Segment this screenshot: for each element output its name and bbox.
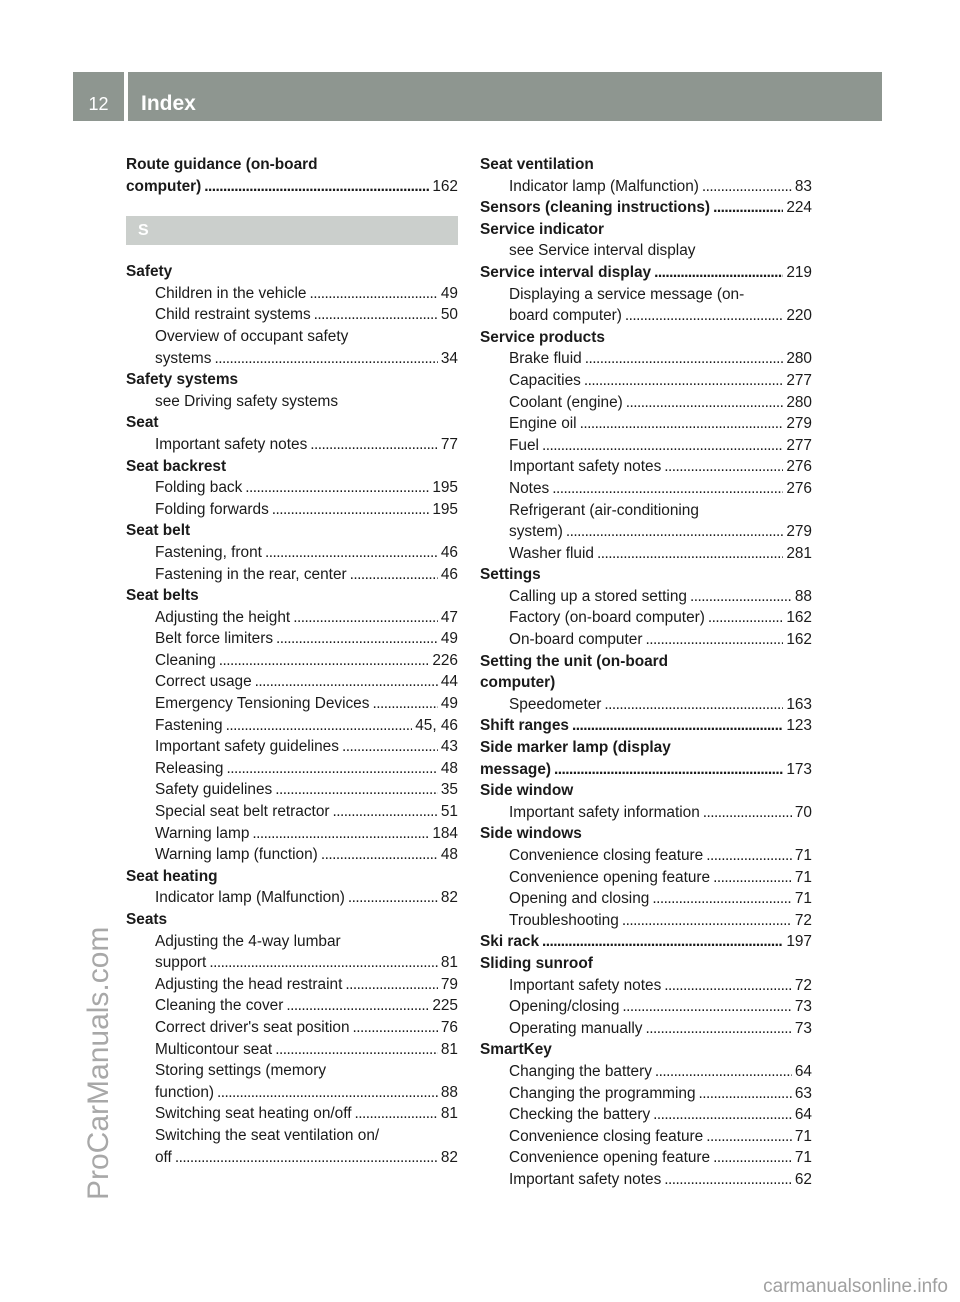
dot-leader xyxy=(226,715,413,737)
entry-label: Special seat belt retractor xyxy=(155,803,330,821)
index-subentry xyxy=(480,176,812,198)
dot-leader xyxy=(654,262,783,284)
entry-page-number: 76 xyxy=(440,1018,458,1036)
index-subentry xyxy=(126,499,458,521)
index-heading: Settings xyxy=(480,566,541,584)
entry-label: system) xyxy=(509,523,563,541)
index-subentry xyxy=(480,1126,812,1148)
index-subentry xyxy=(126,823,458,845)
index-subentry xyxy=(480,845,812,867)
entry-label: Notes xyxy=(509,479,550,497)
dot-leader xyxy=(542,435,783,457)
entry-label: Fastening in the rear, center xyxy=(155,565,347,583)
dot-leader xyxy=(275,1039,438,1061)
dot-leader xyxy=(699,1083,792,1105)
entry-label: Warning lamp (function) xyxy=(155,846,318,864)
index-subentry xyxy=(126,736,458,758)
index-subentry xyxy=(126,995,458,1017)
index-subentry xyxy=(126,434,458,456)
dot-leader xyxy=(622,910,792,932)
entry-label: Checking the battery xyxy=(509,1106,651,1124)
page-header xyxy=(73,72,882,121)
entry-page-number: 280 xyxy=(786,393,812,411)
entry-label: Opening and closing xyxy=(509,890,650,908)
index-subentry xyxy=(480,607,812,629)
dot-leader xyxy=(372,693,437,715)
index-heading: SmartKey xyxy=(480,1041,552,1059)
entry-label: Changing the battery xyxy=(509,1062,652,1080)
index-heading: Service indicator xyxy=(480,220,605,238)
index-heading-entry xyxy=(480,197,812,219)
entry-page-number: 71 xyxy=(794,890,812,908)
dot-leader xyxy=(265,542,438,564)
index-heading: Seat ventilation xyxy=(480,156,594,173)
index-heading: Seat xyxy=(126,414,159,432)
dot-leader xyxy=(214,348,437,370)
index-subentry xyxy=(126,1103,458,1125)
entry-label: Troubleshooting xyxy=(509,911,619,929)
dot-leader xyxy=(690,586,792,608)
index-subentry xyxy=(126,650,458,672)
entry-label: On-board computer xyxy=(509,631,643,649)
entry-page-number: 219 xyxy=(786,263,812,281)
entry-page-number: 280 xyxy=(786,350,812,368)
index-heading: Side windows xyxy=(480,825,582,843)
entry-label: Switching seat heating on/off xyxy=(155,1105,352,1123)
entry-label: Important safety notes xyxy=(509,458,662,476)
entry-label: computer) xyxy=(126,177,202,195)
entry-page-number: 88 xyxy=(794,587,812,605)
entry-page-number: 279 xyxy=(786,523,812,541)
index-heading: computer) xyxy=(480,674,556,692)
index-subentry xyxy=(126,671,458,693)
entry-page-number: 72 xyxy=(794,976,812,994)
entry-label: Operating manually xyxy=(509,1019,643,1037)
entry-label: Correct driver's seat position xyxy=(155,1018,350,1036)
index-subentry xyxy=(480,543,812,565)
header-divider xyxy=(124,72,128,121)
index-subentry xyxy=(480,1018,812,1040)
entry-label: Factory (on-board computer) xyxy=(509,609,705,627)
index-heading: Safety systems xyxy=(126,371,239,389)
entry-label: function) xyxy=(155,1083,215,1101)
index-heading-entry xyxy=(480,262,812,284)
entry-label: board computer) xyxy=(509,307,622,325)
entry-page-number: 123 xyxy=(786,717,812,735)
footer-watermark: carmanualsonline.info xyxy=(763,1276,948,1297)
index-subentry xyxy=(480,435,812,457)
entry-label: Service interval display xyxy=(480,263,652,281)
index-subentry xyxy=(126,607,458,629)
index-subentry xyxy=(126,1147,458,1169)
index-subentry xyxy=(480,629,812,651)
entry-page-number: 88 xyxy=(440,1083,458,1101)
index-group-right xyxy=(480,154,812,1191)
entry-page-number: 34 xyxy=(440,349,458,367)
entry-page-number: 81 xyxy=(440,1105,458,1123)
index-heading: Seat belts xyxy=(126,587,199,605)
index-subentry xyxy=(480,1083,812,1105)
dot-leader xyxy=(604,694,783,716)
entry-page-number: 163 xyxy=(786,695,812,713)
side-watermark: ProCarManuals.com xyxy=(82,926,115,1200)
dot-leader xyxy=(219,650,430,672)
index-subentry xyxy=(480,694,812,716)
page-number: 12 xyxy=(88,94,109,114)
dot-leader xyxy=(252,823,429,845)
dot-leader xyxy=(597,543,783,565)
dot-leader xyxy=(353,1017,438,1039)
entry-page-number: 277 xyxy=(786,371,812,389)
index-subentry xyxy=(126,801,458,823)
entry-page-number: 79 xyxy=(440,975,458,993)
entry-page-number: 49 xyxy=(440,284,458,302)
dot-leader xyxy=(314,304,438,326)
dot-leader xyxy=(255,671,438,693)
index-subentry xyxy=(480,910,812,932)
entry-page-number: 46 xyxy=(440,543,458,561)
entry-page-number: 71 xyxy=(794,868,812,886)
dot-leader xyxy=(645,629,783,651)
index-subentry xyxy=(126,564,458,586)
entry-label: Convenience opening feature xyxy=(509,1149,711,1167)
index-subentry xyxy=(480,413,812,435)
entry-page-number: 281 xyxy=(786,544,812,562)
entry-label: Indicator lamp (Malfunction) xyxy=(509,177,699,195)
dot-leader xyxy=(552,478,783,500)
entry-page-number: 224 xyxy=(786,199,812,217)
entry-page-number: 44 xyxy=(440,673,458,691)
index-subentry xyxy=(126,1017,458,1039)
dot-leader xyxy=(664,1169,792,1191)
index-subentry-text: Storing settings (memory xyxy=(155,1062,327,1080)
entry-label: Folding forwards xyxy=(155,500,269,518)
entry-label: Sensors (cleaning instructions) xyxy=(480,199,711,217)
index-subentry xyxy=(126,283,458,305)
entry-label: Multicontour seat xyxy=(155,1040,273,1058)
index-column-right xyxy=(480,154,812,1191)
index-heading: Seat belt xyxy=(126,522,191,540)
dot-leader xyxy=(580,413,784,435)
entry-label: Cleaning the cover xyxy=(155,997,284,1015)
entry-page-number: 64 xyxy=(794,1062,812,1080)
entry-label: Important safety notes xyxy=(509,1170,662,1188)
entry-page-number: 71 xyxy=(794,1149,812,1167)
entry-page-number: 197 xyxy=(786,933,812,951)
entry-page-number: 72 xyxy=(794,911,812,929)
entry-label: Fuel xyxy=(509,436,539,454)
entry-label: Brake fluid xyxy=(509,350,582,368)
entry-page-number: 63 xyxy=(794,1084,812,1102)
entry-page-number: 276 xyxy=(786,479,812,497)
dot-leader xyxy=(645,1018,791,1040)
entry-page-number: 47 xyxy=(440,608,458,626)
entry-label: Important safety notes xyxy=(155,435,308,453)
dot-leader xyxy=(706,845,792,867)
entry-label: Children in the vehicle xyxy=(155,284,307,302)
dot-leader xyxy=(655,1061,792,1083)
entry-label: Coolant (engine) xyxy=(509,393,623,411)
index-heading: Seats xyxy=(126,911,168,928)
dot-leader xyxy=(342,736,438,758)
entry-label: Emergency Tensioning Devices xyxy=(155,695,370,713)
dot-leader xyxy=(309,283,437,305)
index-subentry xyxy=(480,975,812,997)
entry-page-number: 49 xyxy=(440,695,458,713)
entry-label: Indicator lamp (Malfunction) xyxy=(155,889,345,907)
dot-leader xyxy=(713,197,783,219)
index-subentry xyxy=(480,802,812,824)
entry-page-number: 195 xyxy=(432,500,458,518)
dot-leader xyxy=(652,888,792,910)
entry-page-number: 48 xyxy=(440,846,458,864)
entry-label: Adjusting the height xyxy=(155,608,291,626)
entry-page-number: 49 xyxy=(440,630,458,648)
dot-leader xyxy=(276,628,438,650)
index-subentry xyxy=(480,1061,812,1083)
entry-label: Adjusting the head restraint xyxy=(155,975,343,993)
entry-label: Belt force limiters xyxy=(155,630,274,648)
dot-leader xyxy=(355,1103,438,1125)
entry-page-number: 77 xyxy=(440,435,458,453)
dot-leader xyxy=(333,801,438,823)
dot-leader xyxy=(217,1082,438,1104)
entry-page-number: 70 xyxy=(794,803,812,821)
index-subentry-text: Displaying a service message (on- xyxy=(509,285,745,303)
entry-label: Convenience opening feature xyxy=(509,868,711,886)
entry-page-number: 43 xyxy=(440,738,458,756)
index-subentry-text: Refrigerant (air-conditioning xyxy=(509,501,699,519)
index-subentry-text: Adjusting the 4-way lumbar xyxy=(155,932,341,950)
index-subentry xyxy=(480,348,812,370)
dot-leader xyxy=(566,521,783,543)
entry-page-number: 50 xyxy=(440,306,458,324)
entry-label: Folding back xyxy=(155,479,243,497)
dot-leader xyxy=(226,758,437,780)
index-subentry xyxy=(126,758,458,780)
entry-page-number: 35 xyxy=(440,781,458,799)
index-subentry xyxy=(480,996,812,1018)
entry-label: Engine oil xyxy=(509,415,577,433)
index-heading: Service products xyxy=(480,328,605,346)
entry-page-number: 277 xyxy=(786,436,812,454)
dot-leader xyxy=(175,1147,438,1169)
entry-label: Capacities xyxy=(509,371,581,389)
entry-label: Warning lamp xyxy=(155,824,250,842)
entry-page-number: 226 xyxy=(432,651,458,669)
index-subentry xyxy=(126,693,458,715)
index-subentry-text: Switching the seat ventilation on/ xyxy=(155,1126,380,1144)
index-subentry xyxy=(126,974,458,996)
dot-leader xyxy=(293,607,438,629)
index-subentry xyxy=(126,348,458,370)
entry-label: Ski rack xyxy=(480,933,540,951)
entry-page-number: 83 xyxy=(794,177,812,195)
entry-page-number: 81 xyxy=(440,954,458,972)
entry-label: Convenience closing feature xyxy=(509,847,704,864)
entry-label: Releasing xyxy=(155,759,224,777)
entry-page-number: 62 xyxy=(794,1170,812,1188)
index-subentry xyxy=(480,456,812,478)
entry-page-number: 173 xyxy=(786,760,812,778)
entry-label: Safety guidelines xyxy=(155,781,273,799)
dot-leader xyxy=(348,887,438,909)
entry-page-number: 48 xyxy=(440,759,458,777)
entry-label: Child restraint systems xyxy=(155,306,311,324)
entry-page-number: 184 xyxy=(432,824,458,842)
dot-leader xyxy=(204,176,429,198)
entry-page-number: 73 xyxy=(794,1019,812,1037)
entry-label: Fastening, front xyxy=(155,543,262,561)
dot-leader xyxy=(209,952,438,974)
index-heading: Sliding sunroof xyxy=(480,954,593,972)
entry-label: off xyxy=(155,1148,172,1166)
entry-page-number: 279 xyxy=(786,415,812,433)
index-subentry xyxy=(480,370,812,392)
dot-leader xyxy=(626,392,784,414)
entry-page-number: 162 xyxy=(432,177,458,195)
index-heading: Safety xyxy=(126,263,173,281)
entry-page-number: 64 xyxy=(794,1106,812,1124)
index-subentry xyxy=(126,779,458,801)
index-heading: Route guidance (on-board xyxy=(126,156,318,173)
entry-page-number: 81 xyxy=(440,1040,458,1058)
entry-page-number: 225 xyxy=(432,997,458,1015)
index-subentry-text: see Service interval display xyxy=(509,242,696,260)
index-subentry xyxy=(126,628,458,650)
entry-label: Important safety notes xyxy=(509,976,662,994)
entry-page-number: 45, 46 xyxy=(415,716,458,734)
index-subentry xyxy=(126,844,458,866)
dot-leader xyxy=(286,995,429,1017)
dot-leader xyxy=(310,434,438,456)
entry-label: Speedometer xyxy=(509,695,602,713)
dot-leader xyxy=(275,779,438,801)
dot-leader xyxy=(664,975,792,997)
index-heading: Side window xyxy=(480,782,574,800)
entry-page-number: 82 xyxy=(440,889,458,907)
dot-leader xyxy=(713,867,792,889)
dot-leader xyxy=(706,1126,792,1148)
index-heading: Setting the unit (on-board xyxy=(480,652,669,670)
entry-page-number: 162 xyxy=(786,631,812,649)
index-subentry xyxy=(126,304,458,326)
dot-leader xyxy=(554,759,783,781)
index-subentry-text: see Driving safety systems xyxy=(155,392,339,410)
dot-leader xyxy=(585,348,784,370)
entry-page-number: 71 xyxy=(794,847,812,864)
index-heading-entry xyxy=(480,715,812,737)
dot-leader xyxy=(584,370,783,392)
index-subentry xyxy=(480,521,812,543)
entry-page-number: 162 xyxy=(786,609,812,627)
dot-leader xyxy=(653,1104,792,1126)
dot-leader xyxy=(345,974,438,996)
entry-label: support xyxy=(155,954,207,972)
entry-label: systems xyxy=(155,349,212,367)
section-letter-bar: S xyxy=(126,216,458,245)
index-subentry xyxy=(480,305,812,327)
index-group-top xyxy=(126,154,458,197)
entry-label: Cleaning xyxy=(155,651,216,669)
index-group-left xyxy=(126,261,458,1168)
entry-page-number: 82 xyxy=(440,1148,458,1166)
index-subentry xyxy=(480,1104,812,1126)
entry-page-number: 195 xyxy=(432,479,458,497)
index-subentry xyxy=(126,887,458,909)
index-subentry xyxy=(480,888,812,910)
entry-label: Opening/closing xyxy=(509,998,620,1016)
index-subentry xyxy=(480,867,812,889)
entry-page-number: 46 xyxy=(440,565,458,583)
entry-label: Changing the programming xyxy=(509,1084,696,1102)
dot-leader xyxy=(664,456,783,478)
dot-leader xyxy=(321,844,438,866)
index-subentry xyxy=(480,1169,812,1191)
dot-leader xyxy=(622,996,792,1018)
dot-leader xyxy=(703,802,792,824)
entry-label: Important safety information xyxy=(509,803,700,821)
index-subentry xyxy=(480,1147,812,1169)
entry-page-number: 220 xyxy=(786,307,812,325)
entry-page-number: 73 xyxy=(794,998,812,1016)
entry-label: Calling up a stored setting xyxy=(509,587,687,605)
dot-leader xyxy=(702,176,792,198)
dot-leader xyxy=(572,715,783,737)
index-subentry-text: Overview of occupant safety xyxy=(155,327,349,345)
index-subentry xyxy=(126,1039,458,1061)
index-heading: Side marker lamp (display xyxy=(480,739,671,757)
index-subentry xyxy=(126,1082,458,1104)
entry-page-number: 71 xyxy=(794,1127,812,1145)
index-heading: Seat backrest xyxy=(126,457,227,475)
dot-leader xyxy=(625,305,783,327)
index-heading-entry xyxy=(126,176,458,198)
index-subentry xyxy=(480,392,812,414)
dot-leader xyxy=(713,1147,792,1169)
index-heading-entry xyxy=(480,931,812,953)
dot-leader xyxy=(708,607,783,629)
entry-label: Washer fluid xyxy=(509,544,594,562)
index-heading-entry xyxy=(480,759,812,781)
index-subentry xyxy=(480,478,812,500)
entry-label: Correct usage xyxy=(155,673,252,691)
entry-label: Important safety guidelines xyxy=(155,738,339,756)
entry-label: Fastening xyxy=(155,716,223,734)
dot-leader xyxy=(272,499,430,521)
dot-leader xyxy=(350,564,438,586)
dot-leader xyxy=(542,931,783,953)
entry-label: message) xyxy=(480,760,552,778)
index-column-left xyxy=(126,154,458,1168)
dot-leader xyxy=(245,477,429,499)
index-subentry xyxy=(126,477,458,499)
index-subentry xyxy=(480,586,812,608)
entry-label: Convenience closing feature xyxy=(509,1127,704,1145)
index-heading: Seat heating xyxy=(126,867,218,885)
index-subentry xyxy=(126,542,458,564)
entry-page-number: 276 xyxy=(786,458,812,476)
entry-label: Shift ranges xyxy=(480,717,569,735)
page-title: Index xyxy=(141,92,196,115)
entry-page-number: 51 xyxy=(440,803,458,821)
index-subentry xyxy=(126,715,458,737)
index-subentry xyxy=(126,952,458,974)
